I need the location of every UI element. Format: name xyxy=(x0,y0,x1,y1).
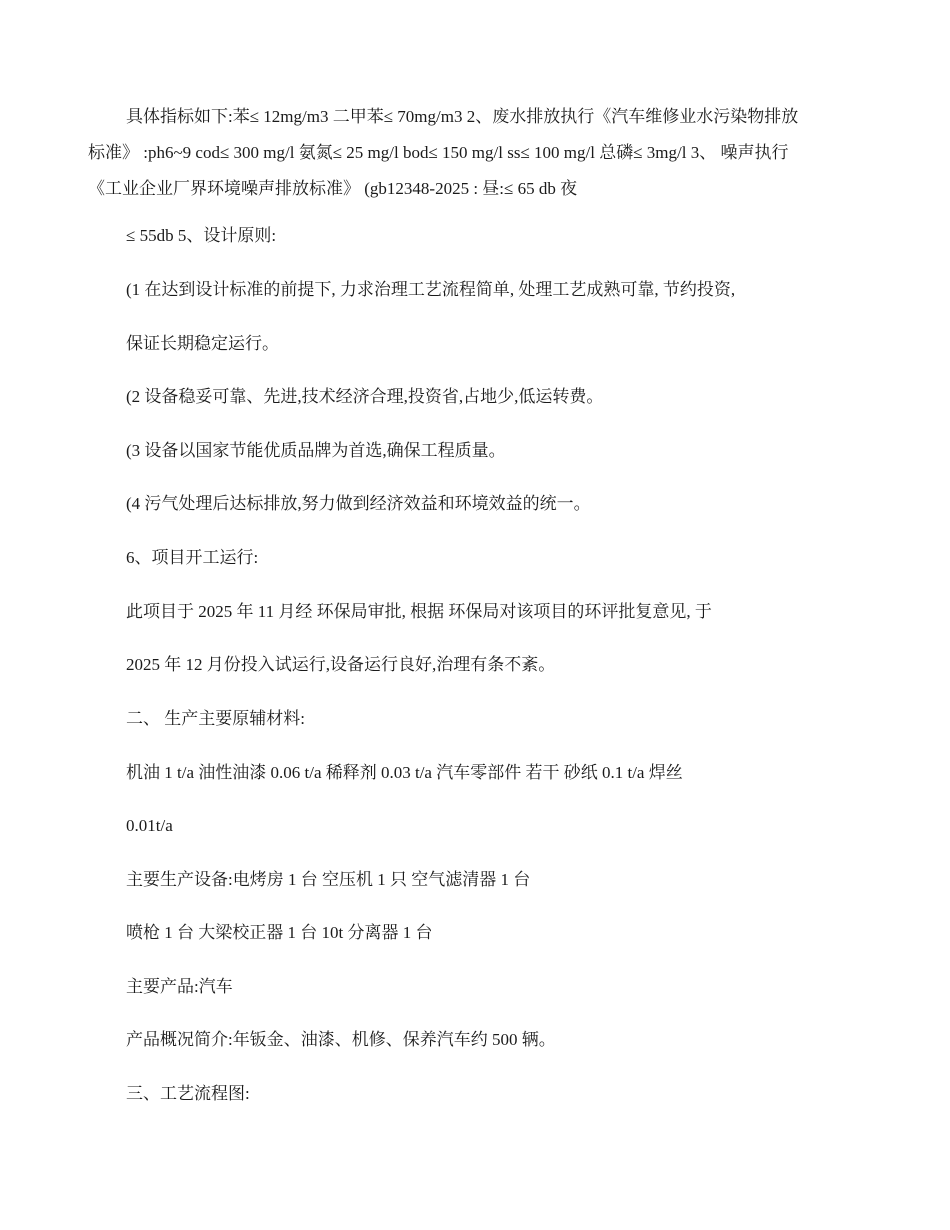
paragraph-approval: 此项目于 2025 年 11 月经 环保局审批, 根据 环保局对该项目的环评批复意见, 于 xyxy=(126,602,712,621)
paragraph-trial-run: 2025 年 12 月份投入试运行,设备运行良好,治理有条不紊。 xyxy=(126,655,556,674)
paragraph-noise-night: ≤ 55db 5、设计原则: xyxy=(126,226,277,245)
paragraph-materials-list: 机油 1 t/a 油性油漆 0.06 t/a 稀释剂 0.03 t/a 汽车零部件 若干 砂纸 0.1 t/a 焊丝 xyxy=(126,763,683,782)
intro-line-1: 具体指标如下:苯≤ 12mg/m3 二甲苯≤ 70mg/m3 2、废水排放执行《汽车维修业水污染物排放 xyxy=(126,107,799,126)
paragraph-equipment: 主要生产设备:电烤房 1 台 空压机 1 只 空气滤清器 1 台 xyxy=(126,870,531,889)
paragraph-product-overview: 产品概况简介:年钣金、油漆、机修、保养汽车约 500 辆。 xyxy=(126,1030,556,1049)
paragraph-principle-2: (2 设备稳妥可靠、先进,技术经济合理,投资省,占地少,低运转费。 xyxy=(126,387,604,406)
paragraph-principle-4: (4 污气处理后达标排放,努力做到经济效益和环境效益的统一。 xyxy=(126,494,591,513)
paragraph-main-product: 主要产品:汽车 xyxy=(126,977,233,996)
paragraph-principle-1: (1 在达到设计标准的前提下, 力求治理工艺流程简单, 处理工艺成熟可靠, 节约投资, xyxy=(126,280,736,299)
paragraph-principle-3: (3 设备以国家节能优质品牌为首选,确保工程质量。 xyxy=(126,441,506,460)
section-heading-project-start: 6、项目开工运行: xyxy=(126,548,259,567)
intro-line-3: 《工业企业厂界环境噪声排放标准》 (gb12348-2025 : 昼:≤ 65 db 夜 xyxy=(88,179,578,198)
paragraph-equipment-cont: 喷枪 1 台 大梁校正器 1 台 10t 分离器 1 台 xyxy=(126,923,433,942)
section-heading-materials: 二、 生产主要原辅材料: xyxy=(126,709,305,728)
section-heading-process-flow: 三、工艺流程图: xyxy=(126,1084,250,1103)
paragraph-principle-1-cont: 保证长期稳定运行。 xyxy=(126,334,279,353)
paragraph-materials-list-cont: 0.01t/a xyxy=(126,816,173,835)
intro-paragraph xyxy=(88,99,878,207)
intro-line-2: 标准》 :ph6~9 cod≤ 300 mg/l 氨氮≤ 25 mg/l bod≤ 150 mg/l ss≤ 100 mg/l 总磷≤ 3mg/l 3、 噪声执行 xyxy=(88,143,789,162)
